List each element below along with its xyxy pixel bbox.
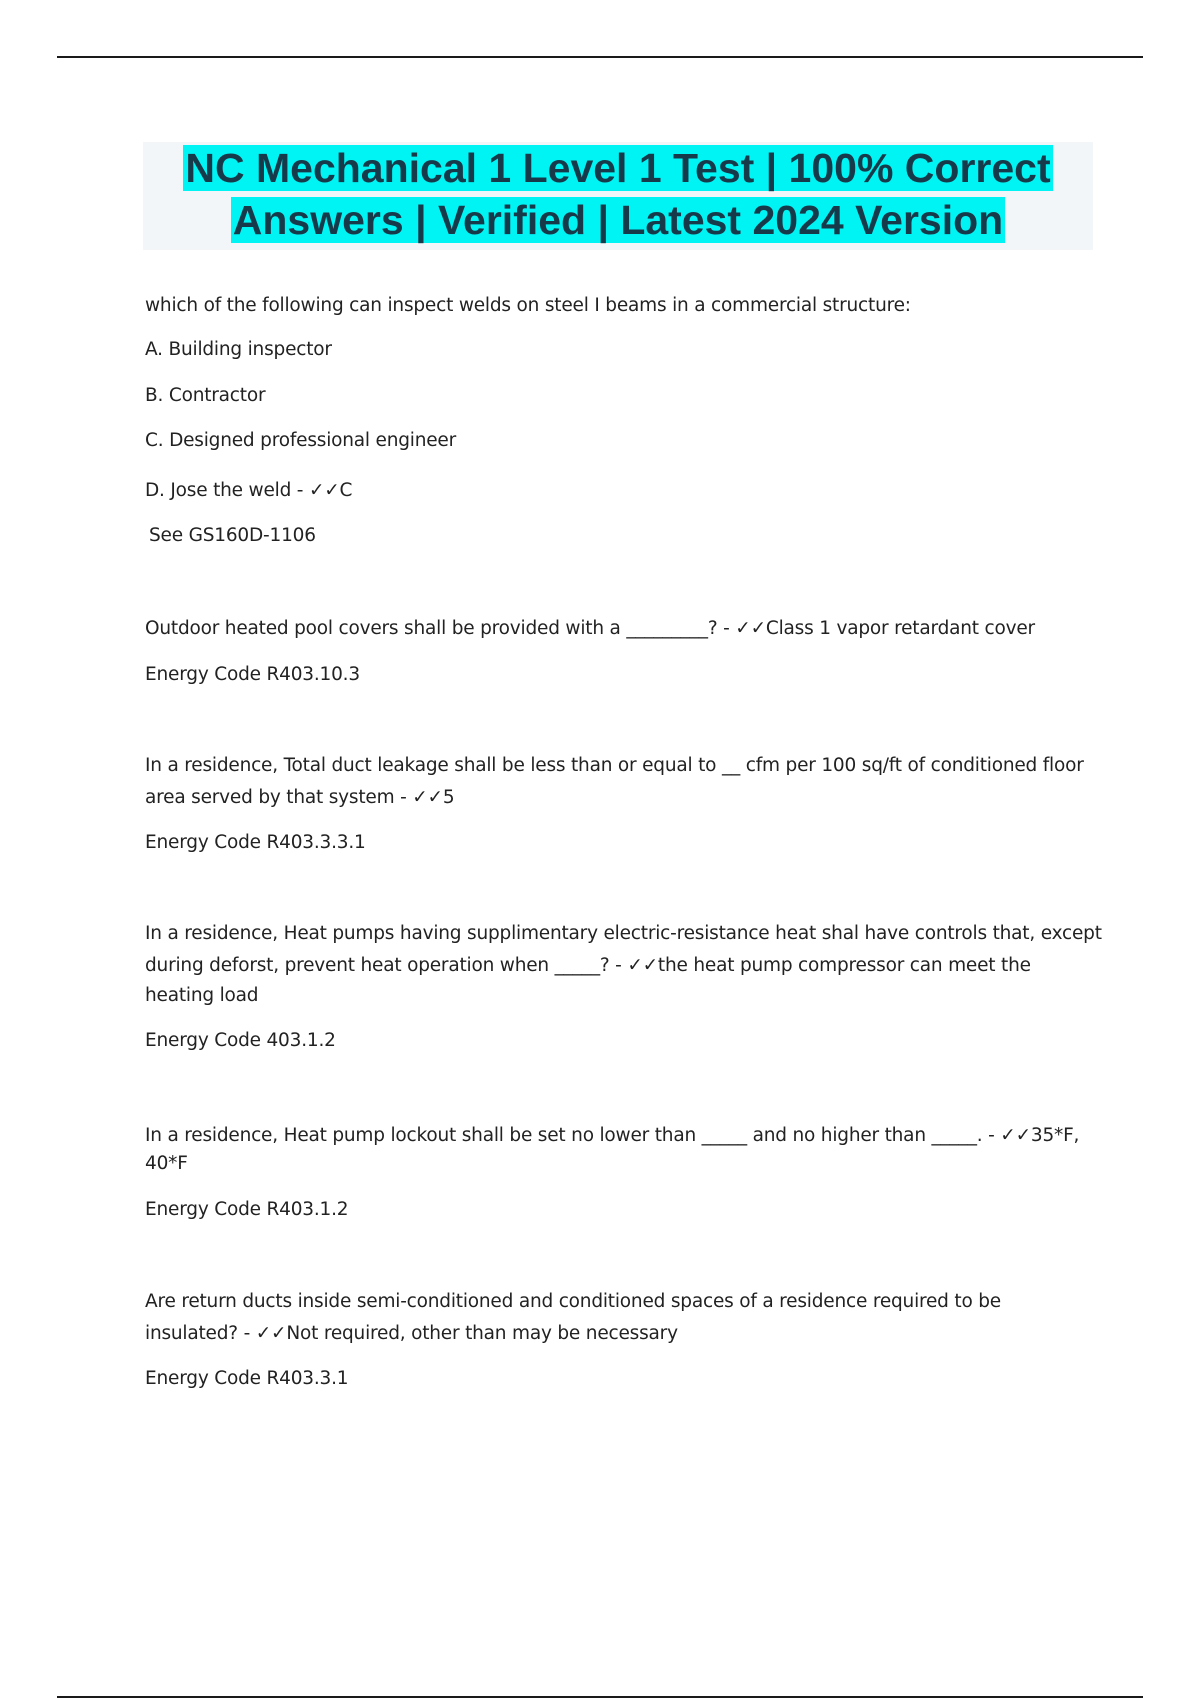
document-title bbox=[143, 142, 1093, 250]
question-4-line-2-answer: during deforst, prevent heat operation when _____? - ✓✓the heat pump compressor can meet the bbox=[145, 955, 1031, 976]
reference-4: Energy Code 403.1.2 bbox=[145, 1030, 336, 1051]
top-rule bbox=[57, 56, 1143, 58]
question-3-line-1: In a residence, Total duct leakage shall be less than or equal to __ cfm per 100 sq/ft of conditioned floor bbox=[145, 755, 1084, 776]
question-6-line-2-answer: insulated? - ✓✓Not required, other than may be necessary bbox=[145, 1323, 678, 1344]
option-c: C. Designed professional engineer bbox=[145, 430, 457, 451]
option-b: B. Contractor bbox=[145, 385, 266, 406]
option-d-answer: D. Jose the weld - ✓✓C bbox=[145, 480, 353, 501]
bottom-rule bbox=[57, 1696, 1143, 1698]
question-3-line-2-answer: area served by that system - ✓✓5 bbox=[145, 787, 455, 808]
title-line-1: NC Mechanical 1 Level 1 Test | 100% Correct bbox=[185, 145, 1051, 191]
reference-5: Energy Code R403.1.2 bbox=[145, 1199, 349, 1220]
question-2-answer: Outdoor heated pool covers shall be provided with a _________? - ✓✓Class 1 vapor retardant cover bbox=[145, 618, 1035, 639]
question-4-line-1: In a residence, Heat pumps having supplimentary electric-resistance heat shal have controls that, except bbox=[145, 923, 1102, 944]
reference-3: Energy Code R403.3.3.1 bbox=[145, 832, 366, 853]
question-5-line-1-answer: In a residence, Heat pump lockout shall be set no lower than _____ and no higher than _____. - ✓✓35*F, bbox=[145, 1125, 1080, 1146]
question-1: which of the following can inspect welds on steel I beams in a commercial structure: bbox=[145, 295, 911, 316]
reference-6: Energy Code R403.3.1 bbox=[145, 1368, 349, 1389]
reference-1: See GS160D-1106 bbox=[149, 525, 316, 546]
question-6-line-1: Are return ducts inside semi-conditioned and conditioned spaces of a residence required to be bbox=[145, 1291, 1001, 1312]
question-5-line-2: 40*F bbox=[145, 1153, 188, 1174]
option-a: A. Building inspector bbox=[145, 339, 332, 360]
question-4-line-3: heating load bbox=[145, 985, 259, 1006]
title-line-2: Answers | Verified | Latest 2024 Version bbox=[232, 197, 1004, 243]
reference-2: Energy Code R403.10.3 bbox=[145, 664, 360, 685]
